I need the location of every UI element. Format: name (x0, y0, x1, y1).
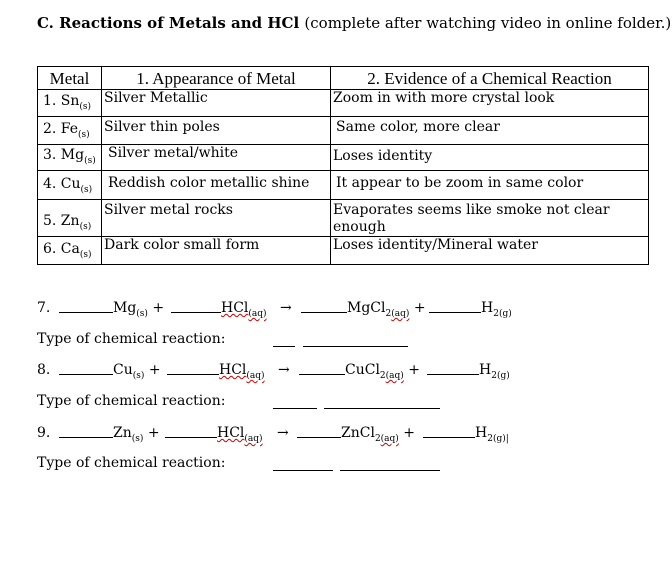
product-salt: MgCl$_{2(aq)}$ + (347, 300, 426, 319)
answer-line[interactable] (324, 407, 440, 409)
coefficient-blank[interactable] (429, 300, 481, 313)
metal-cell: 4. $Cu_{(s)}$ (38, 171, 102, 200)
coefficient-blank[interactable] (423, 425, 475, 438)
table-row (38, 200, 649, 237)
reactant-metal: $Mg_{(s)}$ + (113, 300, 165, 319)
coefficient-blank[interactable] (167, 362, 219, 375)
header-metal: Metal (38, 67, 102, 90)
reactant-acid: HCl$_{(aq)}$ (221, 300, 267, 319)
coefficient-blank[interactable] (297, 425, 341, 438)
product-gas: $H_{2(g)}$ (481, 300, 512, 319)
appearance-cell[interactable]: Silver metal rocks (102, 200, 331, 237)
equation-number: 9. (37, 425, 51, 441)
product-gas: $H_{2(g)|}$ (475, 425, 509, 444)
reaction-type-label: Type of chemical reaction: (37, 455, 226, 471)
coefficient-blank[interactable] (59, 300, 113, 313)
coefficient-blank[interactable] (299, 362, 345, 375)
appearance-cell[interactable]: Dark color small form (102, 237, 331, 265)
table-header-row (38, 67, 649, 90)
evidence-cell[interactable]: It appear to be zoom in same color (331, 171, 649, 200)
reactant-acid: HCl$_{(aq)}$ (217, 425, 263, 444)
arrow-icon: → (277, 425, 289, 441)
coefficient-blank[interactable] (59, 425, 113, 438)
table-row (38, 237, 649, 265)
arrow-icon: → (278, 362, 290, 378)
appearance-cell[interactable]: Reddish color metallic shine (102, 171, 331, 200)
evidence-cell[interactable]: Loses identity (331, 145, 649, 171)
equation-number: 7. (37, 300, 51, 316)
reactant-metal: $Zn_{(s)}$ + (113, 425, 160, 444)
coefficient-blank[interactable] (427, 362, 479, 375)
evidence-cell[interactable]: Evaporates seems like smoke not clear enough (331, 200, 649, 237)
product-salt: ZnCl$_{2(aq)}$ + (341, 425, 416, 444)
equation-number: 8. (37, 362, 51, 378)
metal-cell: 6. $Ca_{(s)}$ (38, 237, 102, 265)
section-title: C. Reactions of Metals and HCl (37, 14, 300, 32)
table-row (38, 171, 649, 200)
reactant-acid: HCl$_{(aq)}$ (219, 362, 265, 381)
metal-cell: 3. $Mg_{(s)}$ (38, 145, 102, 171)
table-row (38, 117, 649, 145)
coefficient-blank[interactable] (171, 300, 221, 313)
product-gas: $H_{2(g)}$ (479, 362, 510, 381)
evidence-cell[interactable]: Same color, more clear (331, 117, 649, 145)
metal-cell: 2. $Fe_{(s)}$ (38, 117, 102, 145)
reactant-metal: $Cu_{(s)}$ + (113, 362, 161, 381)
appearance-cell[interactable]: Silver thin poles (102, 117, 331, 145)
evidence-cell[interactable]: Loses identity/Mineral water (331, 237, 649, 265)
table-row (38, 145, 649, 171)
section-note: (complete after watching video in online folder.) (304, 14, 672, 32)
coefficient-blank[interactable] (165, 425, 217, 438)
product-salt: CuCl$_{2(aq)}$ + (345, 362, 420, 381)
arrow-icon: → (280, 300, 292, 316)
answer-line[interactable] (273, 469, 333, 471)
coefficient-blank[interactable] (59, 362, 113, 375)
reaction-type-label: Type of chemical reaction: (37, 331, 226, 347)
table-row (38, 90, 649, 117)
answer-line[interactable] (303, 345, 408, 347)
coefficient-blank[interactable] (301, 300, 347, 313)
appearance-cell[interactable]: Silver Metallic (102, 90, 331, 117)
metal-cell: 5. $Zn_{(s)}$ (38, 200, 102, 237)
header-evidence: 2. Evidence of a Chemical Reaction (331, 67, 649, 90)
answer-line[interactable] (273, 345, 295, 347)
reaction-type-label: Type of chemical reaction: (37, 393, 226, 409)
answer-line[interactable] (273, 407, 317, 409)
header-appearance: 1. Appearance of Metal (102, 67, 331, 90)
answer-line[interactable] (340, 469, 440, 471)
metal-cell: 1. $Sn_{(s)}$ (38, 90, 102, 117)
appearance-cell[interactable]: Silver metal/white (102, 145, 331, 171)
reaction-table (37, 66, 649, 265)
evidence-cell[interactable]: Zoom in with more crystal look (331, 90, 649, 117)
section-heading (37, 14, 671, 32)
